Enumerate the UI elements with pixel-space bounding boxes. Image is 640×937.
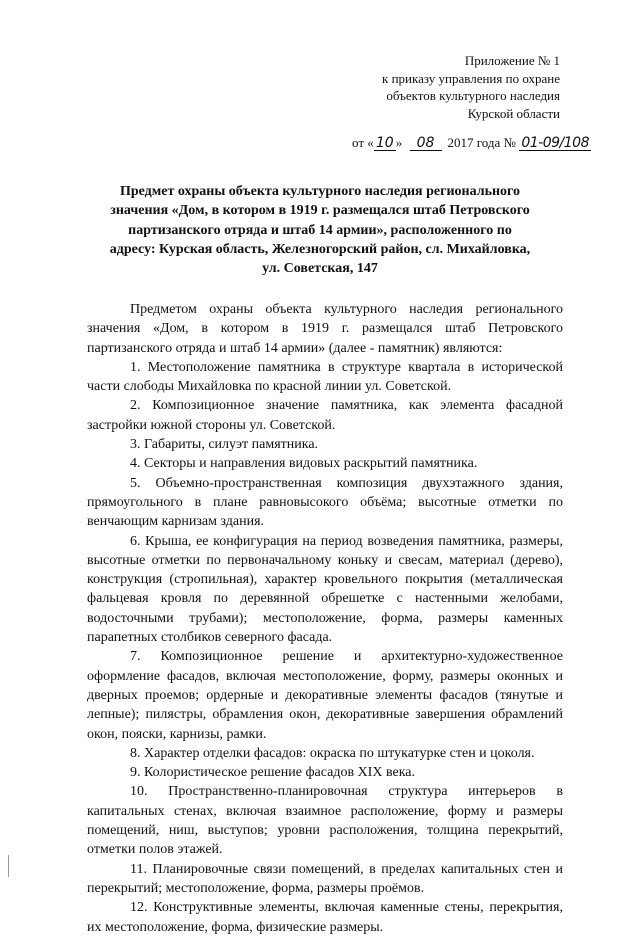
- order-day-handwritten: 10: [374, 136, 396, 151]
- order-number-handwritten: 01-09/108: [519, 136, 591, 151]
- item-paragraph: 5. Объемно-пространственная композиция двухэтажного здания, прямоугольного в плане равновысокого объёма; высотные отметки по венчающим карнизам здания.: [87, 475, 563, 530]
- item-paragraph: 7. Композиционное решение и архитектурно-художественное оформление фасадов, включая местоположение, форму, размеры оконных и дверных проемов; ордерные и декоративные элементы фасадов (тянутые и лепные); пилястры, обрамления окон, декоративные завершения обрамлений окон, пояски, карнизы, рамки.: [87, 649, 563, 742]
- item-paragraph: 12. Конструктивные элементы, включая каменные стены, перекрытия, их местоположение, форма, физические размеры.: [87, 900, 563, 935]
- appendix-line: к приказу управления по охране: [382, 70, 560, 86]
- order-date-prefix: от «: [352, 135, 374, 150]
- intro-paragraph: Предметом охраны объекта культурного наследия регионального значения «Дом, в котором в 1919 г. размещался штаб Петровского партизанского отряда и штаб 14 армии» (далее - памятник) являются:: [87, 302, 563, 356]
- item-paragraph: 3. Габариты, силуэт памятника.: [130, 437, 319, 453]
- order-day-close: »: [395, 135, 403, 150]
- item-paragraph: 1. Местоположение памятника в структуре квартала в исторической части слободы Михайловка по красной линии ул. Советской.: [87, 359, 563, 395]
- document-body: [87, 300, 563, 937]
- order-month-handwritten: 08: [410, 136, 442, 151]
- item-paragraph: 2. Композиционное значение памятника, как элемента фасадной застройки южной стороны ул. Советской.: [87, 398, 563, 433]
- appendix-line: Курской области: [467, 105, 560, 121]
- scan-edge-mark: [8, 855, 9, 877]
- item-paragraph: 6. Крыша, ее конфигурация на период возведения памятника, размеры, высотные отметки по первоначальному коньку и свесам, материал (дерево), конструкция (стропильная), характер кровельного покрытия (металлическая фальцевая кровля по деревянной обрешетке с настенными желобами, водосточными трубами); местоположение, форма, размеры каменных парапетных столбиков северного фасада.: [87, 533, 563, 646]
- item-paragraph: 11. Планировочные связи помещений, в пределах капитальных стен и перекрытий; местоположение, форма, размеры проёмов.: [87, 861, 563, 896]
- item-paragraph: 9. Колористическое решение фасадов XIX века.: [130, 765, 416, 781]
- document-title: Предмет охраны объекта культурного наследия регионального значения «Дом, в котором в 1919 г. размещался штаб Петровского партизанского отряда и штаб 14 армии», расположенного по адресу: Курская область, Железногорский район, сл. Михайловка, ул. Советская, 147: [109, 184, 531, 277]
- order-date-number-line: [352, 134, 602, 152]
- item-paragraph: 10. Пространственно-планировочная структура интерьеров в капитальных стенах, включая взаимное расположение, форму и размеры помещений, ниш, выступов; уровни расположения, толщина перекрытий, отметки полов этажей.: [87, 784, 563, 858]
- order-year-text: 2017 года №: [447, 135, 516, 150]
- item-paragraph: 4. Секторы и направления видовых раскрытий памятника.: [130, 456, 478, 472]
- appendix-header: [380, 52, 560, 122]
- appendix-line: объектов культурного наследия: [386, 88, 560, 103]
- appendix-line: Приложение № 1: [464, 53, 560, 68]
- item-paragraph: 8. Характер отделки фасадов: окраска по штукатурке стен и цоколя.: [130, 745, 535, 761]
